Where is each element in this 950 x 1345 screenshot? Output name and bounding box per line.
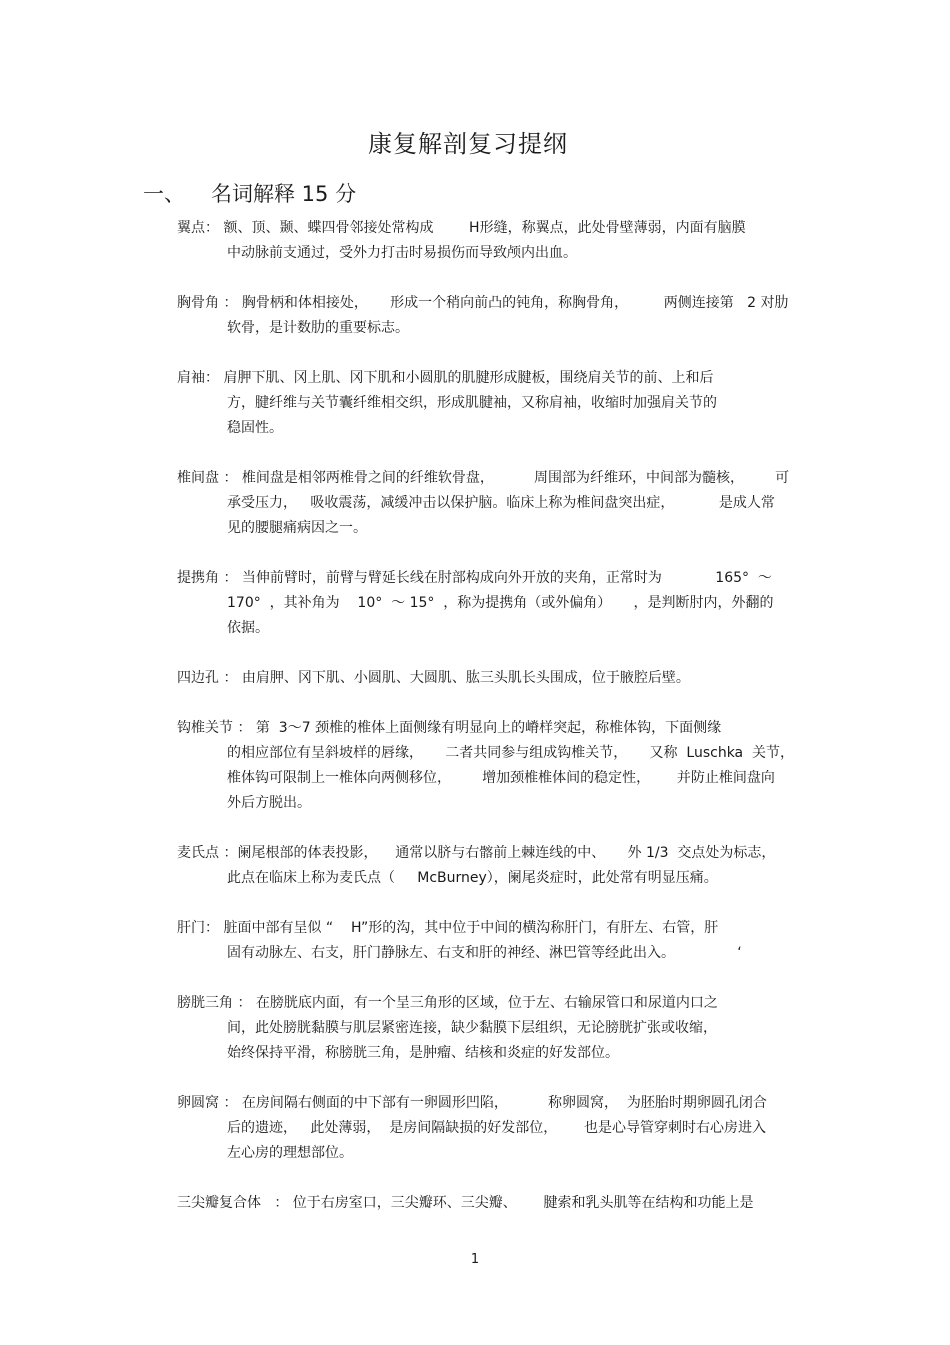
entry-line: 的相应部位有呈斜坡样的唇缘， 二者共同参与组成钩椎关节， 又称 Luschka 关节，: [227, 745, 795, 761]
entry-line: 中动脉前支通过，受外力打击时易损伤而导致颅内出血。: [227, 245, 577, 261]
section-heading: [143, 178, 356, 208]
glossary-entry: [177, 666, 817, 691]
glossary-entry: [177, 366, 817, 441]
entry-line: 始终保持平滑，称膀胱三角，是肿瘤、结核和炎症的好发部位。: [227, 1045, 619, 1061]
entry-line: 翼点： 额、顶、颞、蝶四骨邻接处常构成 H形缝，称翼点，此处骨壁薄弱，内面有脑膜: [177, 220, 746, 236]
entry-line: 承受压力， 吸收震荡，减缓冲击以保护脑。临床上称为椎间盘突出症， 是成人常: [227, 495, 775, 511]
glossary-entry: [177, 216, 817, 266]
entry-line: 依据。: [227, 620, 269, 636]
entry-line: 卵圆窝 ： 在房间隔右侧面的中下部有一卵圆形凹陷， 称卵圆窝， 为胚胎时期卵圆孔闭合: [177, 1095, 767, 1111]
section-label: 名词解释 15 分: [211, 182, 357, 206]
entry-line: 后的遗迹， 此处薄弱， 是房间隔缺损的好发部位， 也是心导管穿刺时右心房进入: [227, 1120, 766, 1136]
entry-line: 椎体钩可限制上一椎体向两侧移位， 增加颈椎椎体间的稳定性， 并防止椎间盘向: [227, 770, 775, 786]
glossary-entry: [177, 916, 817, 966]
section-number: 一、: [143, 182, 185, 206]
entry-line: 三尖瓣复合体 ： 位于右房室口，三尖瓣环、三尖瓣、 腱索和乳头肌等在结构和功能上是: [177, 1195, 754, 1211]
entry-line: 稳固性。: [227, 420, 283, 436]
glossary-entry: [177, 566, 817, 641]
page-number: 1: [470, 1252, 480, 1267]
entry-line: 170° ，其补角为 10° ～ 15° ，称为提携角（或外偏角） ，是判断肘内，外翻的: [227, 595, 774, 611]
entry-line: 膀胱三角 ： 在膀胱底内面，有一个呈三角形的区域，位于左、右输尿管口和尿道内口之: [177, 995, 718, 1011]
page-title: 康复解剖复习提纲: [368, 130, 568, 158]
entry-line: 钩椎关节 ： 第 3～7 颈椎的椎体上面侧缘有明显向上的嵴样突起，称椎体钩，下面侧缘: [177, 720, 722, 736]
entry-line: 椎间盘 ： 椎间盘是相邻两椎骨之间的纤维软骨盘， 周围部为纤维环，中间部为髓核， 可: [177, 470, 790, 486]
entry-line: 左心房的理想部位。: [227, 1145, 353, 1161]
glossary-entry: [177, 291, 817, 341]
entry-line: 此点在临床上称为麦氏点（ McBurney），阑尾炎症时，此处常有明显压痛。: [227, 870, 718, 886]
entry-line: 见的腰腿痛病因之一。: [227, 520, 367, 536]
entry-line: 胸骨角 ： 胸骨柄和体相接处， 形成一个稍向前凸的钝角，称胸骨角， 两侧连接第 2 对肋: [177, 295, 789, 311]
entry-line: 肩袖： 肩胛下肌、冈上肌、冈下肌和小圆肌的肌腱形成腱板，围绕肩关节的前、上和后: [177, 370, 714, 386]
entry-line: 四边孔 ： 由肩胛、冈下肌、小圆肌、大圆肌、肱三头肌长头围成，位于腋腔后壁。: [177, 670, 690, 686]
entry-line: 软骨，是计数肋的重要标志。: [227, 320, 409, 336]
glossary-entry: [177, 716, 817, 816]
entry-line: 麦氏点 ：阑尾根部的体表投影， 通常以脐与右髂前上棘连线的中、 外 1/3 交点处为标志，: [177, 845, 776, 861]
entry-line: 提携角 ： 当伸前臂时，前臂与臂延长线在肘部构成向外开放的夹角，正常时为 165° ～: [177, 570, 772, 586]
glossary-entry: [177, 1091, 817, 1166]
entry-line: 间，此处膀胱黏膜与肌层紧密连接，缺少黏膜下层组织，无论膀胱扩张或收缩，: [227, 1020, 717, 1036]
glossary-entry: [177, 991, 817, 1066]
glossary-entry: [177, 1191, 817, 1216]
entry-line: 方，腱纤维与关节囊纤维相交织，形成肌腱袖，又称肩袖，收缩时加强肩关节的: [227, 395, 717, 411]
glossary-entry: [177, 466, 817, 541]
entry-line: 肝门： 脏面中部有呈似 “ H”形的沟，其中位于中间的横沟称肝门，有肝左、右管，肝: [177, 920, 719, 936]
entry-line: 外后方脱出。: [227, 795, 311, 811]
entry-line: 固有动脉左、右支，肝门静脉左、右支和肝的神经、淋巴管等经此出入。 ‘: [227, 945, 742, 961]
glossary-entry: [177, 841, 817, 891]
